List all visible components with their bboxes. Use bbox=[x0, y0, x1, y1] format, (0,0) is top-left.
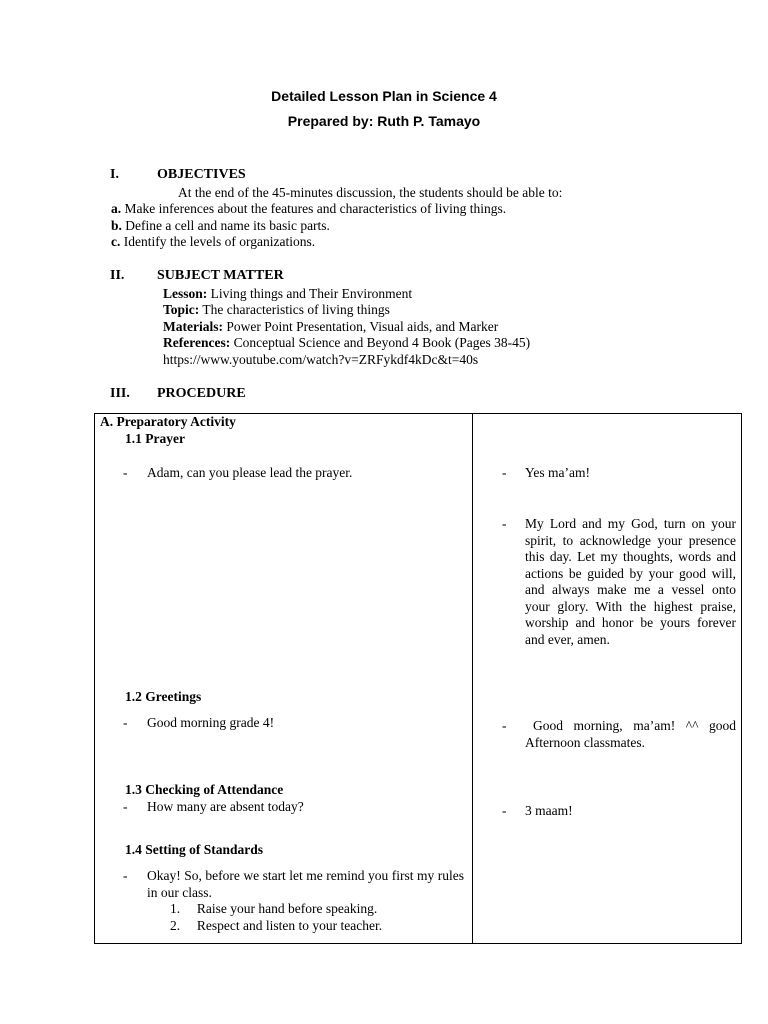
bullet-dash: - bbox=[123, 799, 128, 814]
attendance-heading: 1.3 Checking of Attendance bbox=[125, 782, 284, 797]
objective-text: Identify the levels of organizations. bbox=[123, 234, 316, 249]
bullet-dash: - bbox=[502, 516, 507, 531]
section-number-objectives: I. bbox=[110, 167, 119, 182]
rule-item bbox=[170, 918, 382, 935]
prayer-heading: 1.1 Prayer bbox=[125, 431, 185, 446]
references-value: Conceptual Science and Beyond 4 Book (Pages 38-45) bbox=[233, 335, 531, 350]
section-number-procedure: III. bbox=[110, 386, 130, 401]
rule-text: Raise your hand before speaking. bbox=[196, 901, 378, 916]
preparatory-activity-heading: A. Preparatory Activity bbox=[100, 414, 236, 429]
lesson-line bbox=[163, 286, 412, 303]
student-reply-line: Yes ma’am! bbox=[525, 465, 590, 480]
section-heading-subject-matter: SUBJECT MATTER bbox=[157, 268, 284, 283]
materials-line bbox=[163, 319, 498, 336]
objective-text: Make inferences about the features and characteristics of living things. bbox=[124, 201, 507, 216]
student-attendance-line: 3 maam! bbox=[525, 803, 573, 818]
rule-number: 2. bbox=[170, 918, 181, 933]
bullet-dash: - bbox=[123, 715, 128, 730]
bullet-dash: - bbox=[123, 465, 128, 480]
objective-item-b bbox=[111, 218, 330, 235]
teacher-attendance-line: How many are absent today? bbox=[147, 799, 304, 814]
bullet-dash: - bbox=[502, 718, 507, 733]
teacher-prayer-line: Adam, can you please lead the prayer. bbox=[147, 465, 353, 480]
rule-number: 1. bbox=[170, 901, 181, 916]
section-heading-objectives: OBJECTIVES bbox=[157, 167, 246, 182]
objective-letter: b. bbox=[111, 218, 122, 233]
procedure-table bbox=[94, 413, 742, 944]
bullet-dash: - bbox=[123, 868, 128, 883]
teacher-standards-paragraph: Okay! So, before we start let me remind you first my rules in our class. bbox=[147, 868, 464, 900]
topic-label: Topic: bbox=[163, 302, 200, 317]
column-divider bbox=[472, 414, 473, 943]
objective-letter: c. bbox=[111, 234, 121, 249]
reference-url[interactable]: https://www.youtube.com/watch?v=ZRFykdf4kDc&t=40s bbox=[163, 352, 479, 367]
topic-line bbox=[163, 302, 390, 319]
references-label: References: bbox=[163, 335, 231, 350]
teacher-greeting-line: Good morning grade 4! bbox=[147, 715, 275, 730]
student-prayer-paragraph: My Lord and my God, turn on your spirit, to acknowledge your presence this day. Let my thoughts, words and actions be guided by your good will, and always make me a vessel onto your glory. With the highest praise, worship and honor be yours forever and ever, amen. bbox=[525, 516, 736, 647]
objectives-intro: At the end of the 45-minutes discussion, the students should be able to: bbox=[178, 185, 563, 200]
document-title: Detailed Lesson Plan in Science 4 bbox=[271, 88, 497, 104]
prepared-by: Prepared by: Ruth P. Tamayo bbox=[287, 113, 481, 129]
bullet-dash: - bbox=[502, 803, 507, 818]
objective-letter: a. bbox=[111, 201, 122, 216]
section-number-subject-matter: II. bbox=[110, 268, 125, 283]
lesson-value: Living things and Their Environment bbox=[210, 286, 413, 301]
objective-item-c bbox=[111, 234, 315, 251]
student-greeting-paragraph: Good morning, ma’am! ^^ good Afternoon classmates. bbox=[525, 718, 736, 750]
lesson-label: Lesson: bbox=[163, 286, 208, 301]
bullet-dash: - bbox=[502, 465, 507, 480]
references-line bbox=[163, 335, 530, 352]
materials-label: Materials: bbox=[163, 319, 223, 334]
section-heading-procedure: PROCEDURE bbox=[157, 386, 246, 401]
objective-item-a bbox=[111, 201, 506, 218]
objective-text: Define a cell and name its basic parts. bbox=[125, 218, 330, 233]
rule-item bbox=[170, 901, 377, 918]
topic-value: The characteristics of living things bbox=[202, 302, 390, 317]
standards-heading: 1.4 Setting of Standards bbox=[125, 842, 264, 857]
greetings-heading: 1.2 Greetings bbox=[125, 689, 202, 704]
materials-value: Power Point Presentation, Visual aids, and Marker bbox=[226, 319, 499, 334]
rule-text: Respect and listen to your teacher. bbox=[196, 918, 383, 933]
